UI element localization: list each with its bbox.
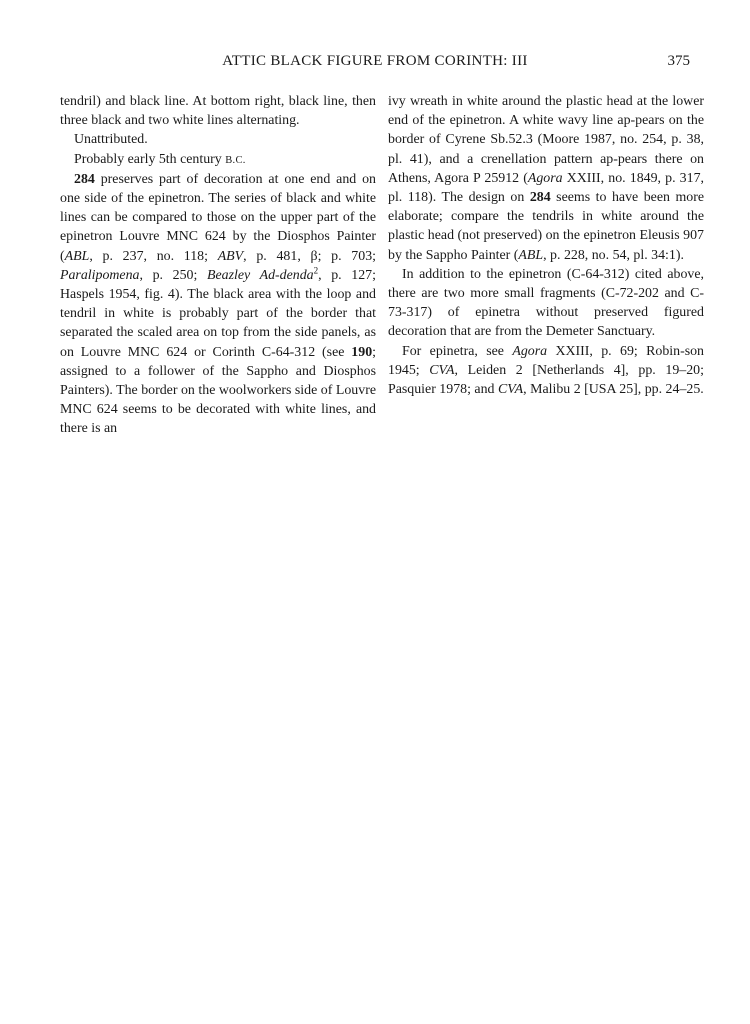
- left-paragraph-4: [60, 170, 376, 439]
- text-run: For epinetra, see: [402, 343, 513, 359]
- running-head: [60, 53, 690, 73]
- citation-abl: ABL: [64, 248, 90, 264]
- right-paragraph-2: In addition to the epinetron (C-64-312) cited above, there are two more small fragments (C-72-202 and C-73-317) of epinetra without preserved figured decoration that are from the Demeter Sanctuary.: [388, 266, 704, 340]
- citation-agora: Agora: [512, 343, 548, 359]
- text-run: , Malibu 2 [USA 25], pp. 24–25.: [523, 382, 704, 398]
- citation-cva: CVA: [429, 362, 455, 378]
- left-paragraph-1: tendril) and black line. At bottom right, black line, then three black and two white lines alternating.: [60, 94, 376, 129]
- right-column: [388, 92, 704, 399]
- text-run: , p. 127; Haspels 1954, fig. 4). The black area with the loop and tendril in white is probably part of the border that separated the scaled area on top from the side panels, as on Louvre MNC 624 or Corinth C-64-312 (see: [60, 267, 376, 360]
- page-number: 375: [667, 53, 690, 69]
- text-run: ivy wreath in white around the plastic head at the lower end of the epinetron. A white wavy line ap-pears on the border of Cyrene Sb.52.3 (Moore 1987, no. 254, p. 38, pl. 41), and a crenellation pattern ap-pears there on Athens, Agora P 25912 (: [388, 94, 704, 186]
- text-run: preserves part of decoration at one end and on one side of the epinetron. The series of black and white lines can be compared to those on the upper part of the epinetron Louvre MNC 624 by the Diosphos Painter (: [60, 171, 376, 264]
- text-run: seems to have been more elaborate; compare the tendrils in white around the plastic head (not preserved) on the epinetron Eleusis 907 by the Sappho Painter (: [388, 190, 704, 263]
- date-text: Probably early 5th century: [74, 151, 222, 167]
- superscript: 2: [313, 265, 319, 276]
- citation-cva: CVA: [497, 382, 524, 398]
- text-run: , p. 481, β; p. 703;: [243, 248, 376, 264]
- left-paragraph-2: Unattributed.: [74, 132, 148, 148]
- text-run: XXIII, p. 69; Robin-son 1945;: [388, 343, 705, 378]
- era-abbreviation: B.C.: [225, 154, 246, 166]
- left-column: [60, 92, 376, 439]
- left-paragraph-3: [60, 150, 376, 170]
- citation-agora: Agora: [527, 170, 563, 186]
- citation-abl: ABL: [518, 247, 544, 263]
- right-paragraph-3: [388, 342, 704, 400]
- citation-beazley-addenda: Beazley Ad-denda: [207, 267, 314, 283]
- right-paragraph-1: [388, 92, 704, 265]
- text-run: , p. 228, no. 54, pl. 34:1).: [543, 247, 684, 263]
- text-run: ; assigned to a follower of the Sappho and Diosphos Painters). The border on the woolworkers side of Louvre MNC 624 seems to be decorated with white lines, and there is an: [60, 344, 376, 437]
- running-title: ATTIC BLACK FIGURE FROM CORINTH: III: [222, 53, 528, 69]
- text-run: , p. 250;: [139, 267, 208, 283]
- citation-paralipomena: Paralipomena: [60, 267, 140, 283]
- text-run: , Leiden 2 [Netherlands 4], pp. 19–20; Pasquier 1978; and: [388, 362, 704, 398]
- text-run: , p. 237, no. 118;: [89, 248, 218, 264]
- catalogue-number: 284: [74, 171, 95, 187]
- catalogue-reference: 190: [351, 344, 373, 360]
- text-run: XXIII, no. 1849, p. 317, pl. 118). The design on: [388, 170, 704, 206]
- citation-abv: ABV: [217, 248, 244, 264]
- catalogue-number: 284: [529, 190, 551, 206]
